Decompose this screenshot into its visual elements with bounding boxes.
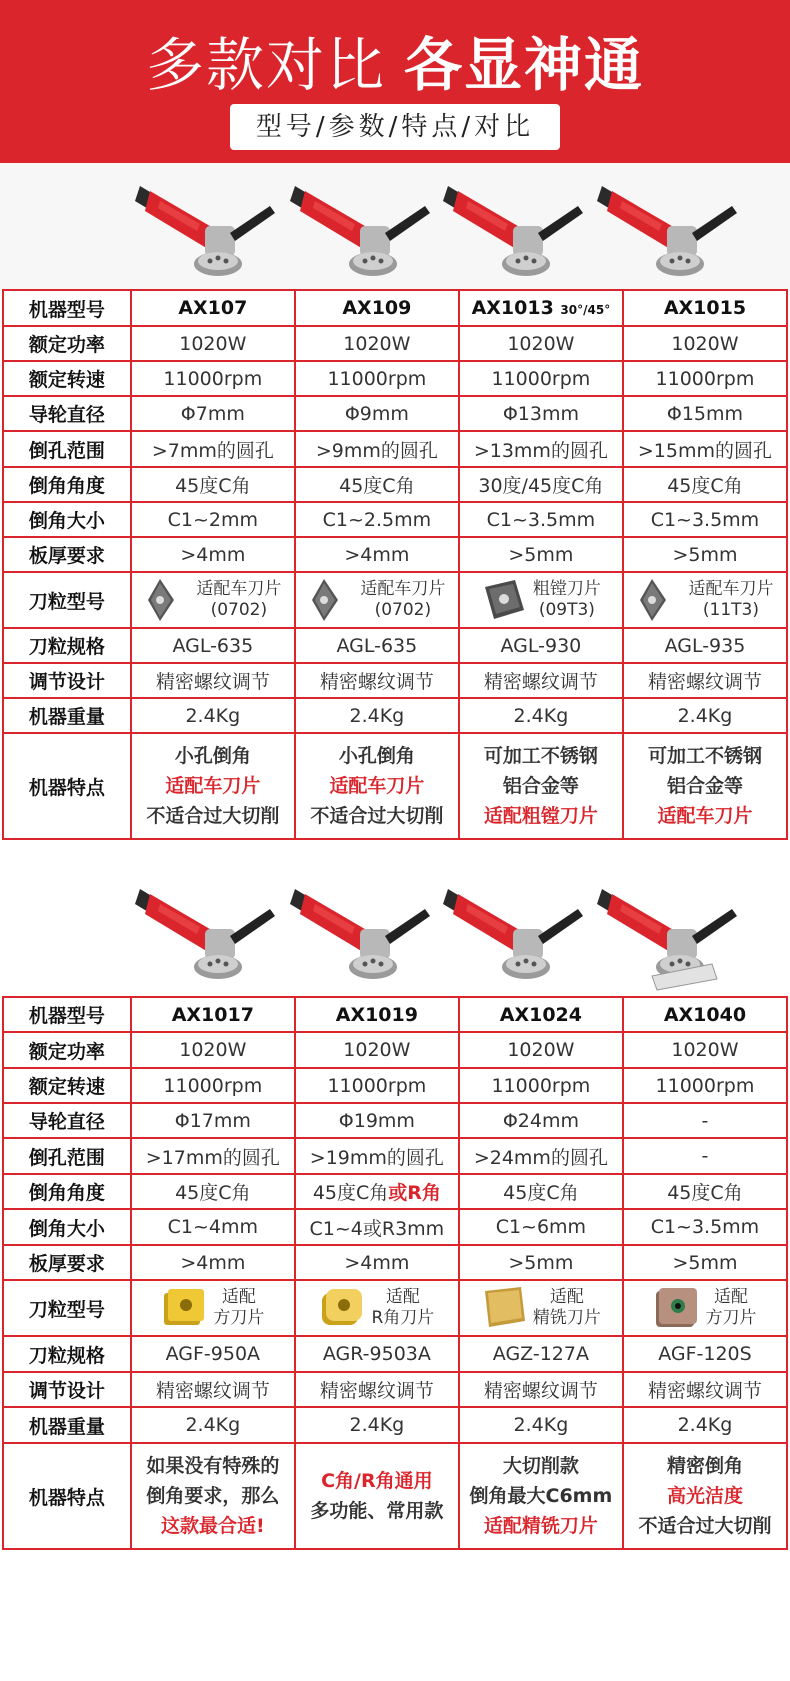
rhombus-insert-icon	[308, 577, 354, 623]
insert-type-text: 适配车刀片	[196, 579, 282, 599]
spec-row-thickness	[3, 537, 787, 572]
feature-line: 倒角要求，那么	[146, 1485, 280, 1507]
insert-cell	[131, 1280, 295, 1336]
title-bold: 各显神通	[404, 31, 645, 99]
model-name: AX1013	[471, 297, 554, 319]
feature-line: 适配粗镗刀片	[483, 805, 598, 827]
row-label-angle: 倒角角度	[3, 1174, 131, 1209]
angle-cell	[131, 1174, 295, 1209]
angle-cell	[295, 467, 459, 502]
speed-cell: 11000rpm	[623, 1068, 787, 1103]
model-name: AX1019	[335, 1003, 418, 1026]
feature-line: 铝合金等	[666, 775, 743, 797]
spec-row-size	[3, 502, 787, 537]
feature-line: 如果没有特殊的	[146, 1455, 280, 1477]
feature-line: 高光洁度	[666, 1485, 743, 1507]
speed-cell: 11000rpm	[131, 1068, 295, 1103]
power-cell: 1020W	[131, 326, 295, 361]
speed-cell: 11000rpm	[459, 1068, 623, 1103]
spec-row-thickness	[3, 1245, 787, 1280]
adjust-cell: 精密螺纹调节	[623, 663, 787, 698]
row-label-insert: 刀粒型号	[3, 1280, 131, 1336]
insert-type-text: 粗镗刀片	[532, 579, 601, 599]
speed-cell: 11000rpm	[459, 361, 623, 396]
rhombus-insert-icon	[144, 577, 190, 623]
size-cell: C1~6mm	[459, 1209, 623, 1245]
model-name: AX1015	[663, 297, 747, 319]
spec-row-model	[3, 997, 787, 1032]
spec-row-guide	[3, 396, 787, 431]
feature-line: 不适合过大切削	[638, 1515, 772, 1537]
row-label-power: 额定功率	[3, 326, 131, 361]
spec-row-insert	[3, 1280, 787, 1336]
insert-code-text: (11T3)	[702, 600, 759, 620]
power-cell: 1020W	[295, 326, 459, 361]
angle-text: 30度/45度C角	[478, 475, 604, 497]
thickness-cell: >5mm	[459, 537, 623, 572]
feature-cell	[459, 1443, 623, 1549]
adjust-cell: 精密螺纹调节	[295, 1372, 459, 1407]
range-cell: >17mm的圆孔	[131, 1138, 295, 1174]
size-cell: C1~2mm	[131, 502, 295, 537]
insert-type-text: 适配车刀片	[688, 579, 774, 599]
insert_spec-cell: AGL-635	[295, 628, 459, 663]
angle-text: 45度C角	[312, 1182, 389, 1204]
insert-type-text: 适配	[385, 1287, 420, 1307]
row-label-guide: 导轮直径	[3, 1103, 131, 1138]
angle-grinder-photo	[275, 161, 435, 291]
angle-grinder-photo	[428, 161, 588, 291]
feature-cell	[459, 733, 623, 839]
feature-line: 可加工不锈钢	[483, 745, 598, 767]
model-name: AX1040	[663, 1003, 747, 1026]
size-cell: C1~3.5mm	[459, 502, 623, 537]
insert_spec-cell: AGL-635	[131, 628, 295, 663]
power-cell: 1020W	[295, 1032, 459, 1068]
feature-cell	[131, 733, 295, 839]
feature-cell	[623, 1443, 787, 1549]
insert-cell	[131, 572, 295, 628]
insert-type-text: 适配	[221, 1287, 256, 1307]
thickness-cell: >5mm	[623, 537, 787, 572]
speed-cell: 11000rpm	[131, 361, 295, 396]
product-photos-row-1	[0, 163, 790, 289]
adjust-cell: 精密螺纹调节	[131, 663, 295, 698]
speed-cell: 11000rpm	[623, 361, 787, 396]
angle-grinder-photo	[120, 864, 280, 994]
angle-text: 45度C角	[503, 1182, 579, 1204]
row-label-speed: 额定转速	[3, 1068, 131, 1103]
feature-cell	[295, 1443, 459, 1549]
row-label-speed: 额定转速	[3, 361, 131, 396]
row-label-insert: 刀粒型号	[3, 572, 131, 628]
feature-line: 多功能、常用款	[310, 1500, 444, 1522]
angle-grinder-photo	[275, 864, 435, 994]
spec-row-insert	[3, 572, 787, 628]
feature-cell	[131, 1443, 295, 1549]
speed-cell: 11000rpm	[295, 361, 459, 396]
feature-line: 小孔倒角	[174, 745, 251, 767]
size-cell: C1~4或R3mm	[295, 1209, 459, 1245]
size-cell: C1~3.5mm	[623, 1209, 787, 1245]
feature-line: 大切削款	[502, 1455, 579, 1477]
angle-grinder-photo	[428, 864, 588, 994]
row-label-weight: 机器重量	[3, 698, 131, 733]
size-cell: C1~3.5mm	[623, 502, 787, 537]
guide-cell: Φ13mm	[459, 396, 623, 431]
angle-grinder-photo	[120, 161, 280, 291]
power-cell: 1020W	[131, 1032, 295, 1068]
model-name: AX109	[342, 297, 412, 319]
row-label-size: 倒角大小	[3, 1209, 131, 1245]
row-label-model: 机器型号	[3, 290, 131, 326]
square-insert-icon	[481, 577, 527, 623]
weight-cell: 2.4Kg	[295, 698, 459, 733]
model-name: AX1024	[499, 1003, 582, 1026]
weight-cell: 2.4Kg	[131, 1407, 295, 1443]
feature-line: 这款最合适!	[160, 1515, 265, 1537]
row-label-weight: 机器重量	[3, 1407, 131, 1443]
angle-text: 45度C角	[667, 475, 743, 497]
power-cell: 1020W	[459, 1032, 623, 1068]
insert-cell	[295, 1280, 459, 1336]
feature-line: 不适合过大切削	[146, 805, 280, 827]
weight-cell: 2.4Kg	[295, 1407, 459, 1443]
bronze-square-insert-icon	[653, 1285, 699, 1331]
power-cell: 1020W	[459, 326, 623, 361]
feature-line: 小孔倒角	[338, 745, 415, 767]
weight-cell: 2.4Kg	[459, 698, 623, 733]
guide-cell: -	[623, 1103, 787, 1138]
insert_spec-cell: AGZ-127A	[459, 1336, 623, 1372]
spec-row-size	[3, 1209, 787, 1245]
model-cell	[295, 997, 459, 1032]
insert_spec-cell: AGR-9503A	[295, 1336, 459, 1372]
insert-type-text: 适配	[549, 1287, 584, 1307]
feature-line: 适配车刀片	[329, 775, 425, 797]
insert-code-text: R角刀片	[371, 1308, 435, 1328]
adjust-cell: 精密螺纹调节	[295, 663, 459, 698]
insert-code-text: (0702)	[210, 600, 268, 620]
row-label-thickness: 板厚要求	[3, 1245, 131, 1280]
row-label-range: 倒孔范围	[3, 431, 131, 467]
angle-text: 45度C角	[175, 1182, 251, 1204]
thickness-cell: >4mm	[295, 537, 459, 572]
adjust-cell: 精密螺纹调节	[131, 1372, 295, 1407]
angle-cell	[295, 1174, 459, 1209]
page-title	[0, 18, 790, 102]
angle-text: 45度C角	[175, 475, 251, 497]
spec-row-speed	[3, 361, 787, 396]
gold-r-insert-icon	[319, 1285, 365, 1331]
model-cell	[295, 290, 459, 326]
insert-type-text: 适配车刀片	[360, 579, 446, 599]
angle-extra-text: 或R角	[388, 1182, 441, 1204]
guide-cell: Φ19mm	[295, 1103, 459, 1138]
insert-cell	[295, 572, 459, 628]
angle-text: 45度C角	[339, 475, 415, 497]
model-sub: 30°/45°	[560, 303, 611, 317]
range-cell: >24mm的圆孔	[459, 1138, 623, 1174]
weight-cell: 2.4Kg	[623, 698, 787, 733]
guide-cell: Φ17mm	[131, 1103, 295, 1138]
feature-line: 精密倒角	[666, 1455, 743, 1477]
product-photos-row-2	[0, 866, 790, 996]
guide-cell: Φ9mm	[295, 396, 459, 431]
rhombus-insert-icon	[636, 577, 682, 623]
spec-row-adjust	[3, 1372, 787, 1407]
feature-line: C角/R角通用	[321, 1470, 433, 1492]
weight-cell: 2.4Kg	[459, 1407, 623, 1443]
title-light: 多款对比	[145, 31, 386, 99]
feature-line: 可加工不锈钢	[647, 745, 762, 767]
insert-code-text: 方刀片	[705, 1308, 757, 1328]
row-label-thickness: 板厚要求	[3, 537, 131, 572]
insert-code-text: 精铣刀片	[532, 1308, 601, 1328]
spec-row-feature	[3, 1443, 787, 1549]
speed-cell: 11000rpm	[295, 1068, 459, 1103]
range-cell: >9mm的圆孔	[295, 431, 459, 467]
row-label-angle: 倒角角度	[3, 467, 131, 502]
model-cell	[459, 290, 623, 326]
insert_spec-cell: AGF-120S	[623, 1336, 787, 1372]
feature-line: 适配车刀片	[657, 805, 753, 827]
spec-row-guide	[3, 1103, 787, 1138]
row-label-range: 倒孔范围	[3, 1138, 131, 1174]
model-name: AX107	[178, 297, 248, 319]
row-label-feature: 机器特点	[3, 1443, 131, 1549]
row-label-feature: 机器特点	[3, 733, 131, 839]
insert-code-text: (0702)	[374, 600, 432, 620]
adjust-cell: 精密螺纹调节	[459, 1372, 623, 1407]
spec-row-angle	[3, 1174, 787, 1209]
feature-line: 倒角最大C6mm	[469, 1485, 613, 1507]
guide-cell: Φ15mm	[623, 396, 787, 431]
size-cell: C1~2.5mm	[295, 502, 459, 537]
feature-line: 铝合金等	[502, 775, 579, 797]
row-label-model: 机器型号	[3, 997, 131, 1032]
row-label-power: 额定功率	[3, 1032, 131, 1068]
thickness-cell: >5mm	[459, 1245, 623, 1280]
row-label-adjust: 调节设计	[3, 1372, 131, 1407]
spec-row-speed	[3, 1068, 787, 1103]
angle-grinder-photo	[582, 161, 742, 291]
spec-row-weight	[3, 1407, 787, 1443]
spec-row-range	[3, 431, 787, 467]
range-cell: >19mm的圆孔	[295, 1138, 459, 1174]
angle-cell	[459, 1174, 623, 1209]
feature-line: 适配车刀片	[165, 775, 261, 797]
angle-cell	[623, 467, 787, 502]
insert-cell	[623, 572, 787, 628]
feature-cell	[295, 733, 459, 839]
model-cell	[623, 997, 787, 1032]
insert-code-text: 方刀片	[213, 1308, 265, 1328]
row-label-guide: 导轮直径	[3, 396, 131, 431]
insert_spec-cell: AGL-930	[459, 628, 623, 663]
range-cell: >13mm的圆孔	[459, 431, 623, 467]
thickness-cell: >4mm	[131, 537, 295, 572]
thickness-cell: >5mm	[623, 1245, 787, 1280]
spec-row-power	[3, 326, 787, 361]
spec-row-feature	[3, 733, 787, 839]
angle-text: 45度C角	[667, 1182, 743, 1204]
angle-cell	[131, 467, 295, 502]
power-cell: 1020W	[623, 1032, 787, 1068]
adjust-cell: 精密螺纹调节	[459, 663, 623, 698]
spec-table-2	[2, 996, 788, 1550]
thickness-cell: >4mm	[295, 1245, 459, 1280]
feature-line: 适配精铣刀片	[483, 1515, 598, 1537]
angle-grinder-photo	[582, 864, 742, 994]
page-subtitle: 型号/参数/特点/对比	[230, 104, 560, 150]
adjust-cell: 精密螺纹调节	[623, 1372, 787, 1407]
feature-cell	[623, 733, 787, 839]
row-label-size: 倒角大小	[3, 502, 131, 537]
spec-row-power	[3, 1032, 787, 1068]
insert-cell	[459, 572, 623, 628]
gold-square-insert-icon	[161, 1285, 207, 1331]
insert_spec-cell: AGL-935	[623, 628, 787, 663]
weight-cell: 2.4Kg	[623, 1407, 787, 1443]
spec-row-range	[3, 1138, 787, 1174]
spec-row-insert_spec	[3, 628, 787, 663]
range-cell: >15mm的圆孔	[623, 431, 787, 467]
insert_spec-cell: AGF-950A	[131, 1336, 295, 1372]
power-cell: 1020W	[623, 326, 787, 361]
insert-cell	[623, 1280, 787, 1336]
model-name: AX1017	[171, 1003, 254, 1026]
spec-row-model	[3, 290, 787, 326]
guide-cell: Φ24mm	[459, 1103, 623, 1138]
model-cell	[131, 290, 295, 326]
range-cell: -	[623, 1138, 787, 1174]
thickness-cell: >4mm	[131, 1245, 295, 1280]
angle-cell	[459, 467, 623, 502]
spec-table-1	[2, 289, 788, 840]
spec-row-weight	[3, 698, 787, 733]
row-label-insert_spec: 刀粒规格	[3, 628, 131, 663]
weight-cell: 2.4Kg	[131, 698, 295, 733]
header-banner	[0, 0, 790, 163]
row-label-adjust: 调节设计	[3, 663, 131, 698]
spec-row-angle	[3, 467, 787, 502]
feature-line: 不适合过大切削	[310, 805, 444, 827]
guide-cell: Φ7mm	[131, 396, 295, 431]
insert-type-text: 适配	[713, 1287, 748, 1307]
spec-row-insert_spec	[3, 1336, 787, 1372]
model-cell	[459, 997, 623, 1032]
size-cell: C1~4mm	[131, 1209, 295, 1245]
model-cell	[131, 997, 295, 1032]
insert-cell	[459, 1280, 623, 1336]
model-cell	[623, 290, 787, 326]
row-label-insert_spec: 刀粒规格	[3, 1336, 131, 1372]
range-cell: >7mm的圆孔	[131, 431, 295, 467]
spec-row-adjust	[3, 663, 787, 698]
gold-finish-insert-icon	[481, 1285, 527, 1331]
angle-cell	[623, 1174, 787, 1209]
insert-code-text: (09T3)	[538, 600, 595, 620]
